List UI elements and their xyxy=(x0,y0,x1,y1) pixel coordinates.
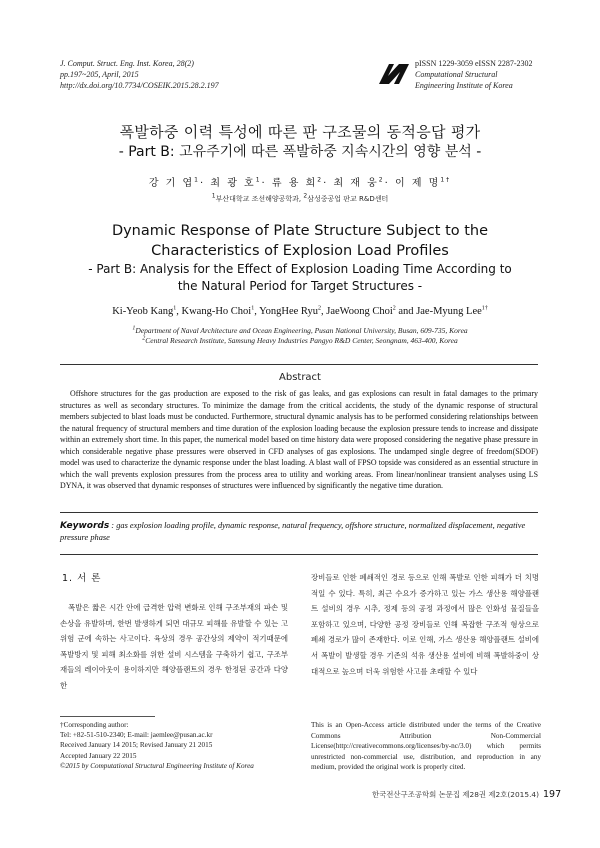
aff-sup: 2 xyxy=(303,192,308,200)
affiliation-english xyxy=(0,326,600,346)
author-name: Ki-Yeob Kang xyxy=(112,306,174,317)
journal-logo-icon xyxy=(377,62,411,86)
footnote-line: Received January 14 2015; Revised January 21 2015 xyxy=(60,741,213,750)
author-sep: · xyxy=(384,178,390,189)
journal-citation xyxy=(60,58,219,91)
author-sep: · xyxy=(261,178,267,189)
footnote-correspondence xyxy=(60,720,300,771)
aff-sup: 2 xyxy=(142,335,146,342)
author-list-korean xyxy=(0,174,600,189)
abstract-top-rule xyxy=(60,364,538,365)
author-name: 강 기 엽 xyxy=(148,178,195,189)
author-sup: 1 xyxy=(173,305,177,312)
aff-sup: 1 xyxy=(211,192,216,200)
author-sup: 1 xyxy=(255,176,262,184)
author-sep: and xyxy=(395,306,417,317)
abstract-text: Offshore structures for the gas production are exposed to the risk of gas leaks, and gas explosions can result in fatal damages to the primary structures as well as secondary structures. To minimize the damage from the critical accidents, the study of the dynamic response of structural members subjected to blast loads must be conducted. Furthermore, structural dynamic analysis has to be performed considering relationships between the natural frequency of structural members and time duration of the explosion loading because the explosion pressure tends to increase and dissipate within an extremely short time. In this paper, the numerical model based on time history data were proposed considering the negative phase pressure in which considerable negative phase pressures were observed in CFD analyses of gas explosions. The undamped single degree of freedom(SDOF) model was used to characterize the dynamic response under the blast loading. A blast wall of FPSO topside was considered as an essential structure in which the wall prevents explosion pressures from the process area to utility and working areas. From linear/nonlinear transient analyses using LS DYNA, it was observed that dynamic responses of structures were influenced by significantly the negative time duration. xyxy=(60,389,538,490)
author-sup: 2 xyxy=(378,176,385,184)
subtitle-line: - Part B: Analysis for the Effect of Explosion Loading Time According to xyxy=(88,262,512,276)
keywords-label: Keywords xyxy=(60,521,110,531)
author-name: 이 제 명 xyxy=(395,178,441,189)
aff-line xyxy=(0,326,600,336)
title-line: Dynamic Response of Plate Structure Subject to the xyxy=(111,223,489,239)
author-sep: , xyxy=(320,306,327,317)
author-sup: 1 xyxy=(251,305,255,312)
aff-text: Department of Naval Architecture and Ocean Engineering, Pusan National University, Busan, 609-735, Korea xyxy=(135,326,468,335)
aff-text: 부산대학교 조선해양공학과, xyxy=(215,195,304,203)
doi-link[interactable]: http://dx.doi.org/10.7734/COSEIK.2015.28.2.197 xyxy=(60,81,219,90)
author-name: 최 광 호 xyxy=(210,178,256,189)
publisher-line: Computational Structural xyxy=(415,70,498,79)
body-text-left-column: 폭발은 짧은 시간 안에 급격한 압력 변화로 인해 구조부재의 파손 및 손상을 유발하며, 한번 발생하게 되면 대규모 피해를 유발할 수 있는 고위험 군에 속하는 사고이다. 육상의 경우 공간상의 제약이 적기때문에 폭발방지 및 피해 최소화를 위한 설비 시스템을 구축하기 쉽고, 구조부재들의 레이아웃이 용이하지만 해양플랜트의 경우 한정된 공간과 다양한 xyxy=(60,603,288,690)
author-name: Kwang-Ho Choi xyxy=(181,306,252,317)
section-heading: 1. 서 론 xyxy=(62,573,102,584)
title-line: Characteristics of Explosion Load Profiles xyxy=(151,243,449,259)
body-text-right-column: 장비들로 인한 폐쇄적인 경로 등으로 인해 폭발로 인한 피해가 더 치명적일 수 있다. 특히, 최근 수요가 증가하고 있는 가스 생산용 해양플랜트 설비의 경우 시추, 정제 등의 공정 과정에서 많은 인화성 물질들을 포함하고 있으며, 다양한 공정 장비들로 인해 복잡한 구조적 형상으로 폐쇄 경로가 많이 존재한다. 이로 인해, 가스 생산용 해양플랜트 설비에서 폭발이 발생할 경우 기존의 석유 생산용 설비에 비해 폭발하중이 상대적으로 높으며 더욱 위험한 사고를 초래할 수 있다 xyxy=(311,573,539,676)
citation-line: J. Comput. Struct. Eng. Inst. Korea, 28(2) xyxy=(60,59,194,68)
author-sup: 1† xyxy=(440,176,452,184)
abstract-heading: Abstract xyxy=(279,372,321,383)
aff-line xyxy=(0,336,600,346)
keywords-bottom-rule xyxy=(60,554,538,555)
author-sep: , xyxy=(254,306,260,317)
footnote-line: †Corresponding author: xyxy=(60,721,129,729)
author-sup: 2 xyxy=(392,305,396,312)
issn: pISSN 1229-3059 eISSN 2287-2302 xyxy=(415,59,533,68)
footnote-line: ©2015 by Computational Structural Engineering Institute of Korea xyxy=(60,761,254,770)
author-list-english xyxy=(0,306,600,317)
aff-sup: 1 xyxy=(132,325,136,332)
footnote-line: Tel: +82-51-510-2340; E-mail: jaemlee@pusan.ac.kr xyxy=(60,731,213,740)
author-sup: 2 xyxy=(317,176,324,184)
issn-block xyxy=(415,58,533,91)
publisher-line: Engineering Institute of Korea xyxy=(415,81,513,90)
author-name: JaeWoong Choi xyxy=(326,306,393,317)
author-sup: 2 xyxy=(317,305,321,312)
subtitle-line: the Natural Period for Target Structures - xyxy=(177,279,423,293)
citation-line: pp.197~205, April, 2015 xyxy=(60,70,139,79)
author-sep: · xyxy=(323,178,329,189)
keywords-text: gas explosion loading profile, dynamic response, natural frequency, offshore structure, normalized displacement, negative pressure phase xyxy=(60,521,526,542)
author-name: 류 용 희 xyxy=(271,178,318,189)
author-name: Jae-Myung Lee xyxy=(416,306,482,317)
paper-subtitle-korean: - Part B: 고유주기에 따른 폭발하중 지속시간의 영향 분석 - xyxy=(118,144,482,160)
keywords-colon: : xyxy=(109,521,117,530)
author-name: 최 재 웅 xyxy=(333,178,379,189)
footer-journal: 한국전산구조공학회 논문집 제28권 제2호(2015.4) xyxy=(372,790,540,799)
page-footer xyxy=(372,789,561,800)
paper-title-english xyxy=(0,221,600,261)
author-sup: 1† xyxy=(481,305,488,312)
author-name: YongHee Ryu xyxy=(259,306,318,317)
author-sup: 1 xyxy=(194,176,200,184)
footnote-license: This is an Open-Access article distributed under the terms of the Creative Commons Attribution Non-Commercial License(http://creativecommons.org/licenses/by-nc/3.0) which permits unrestricted non-commercial use, distribution, and reproduction in any medium, provided the original work is properly cited. xyxy=(311,721,541,771)
author-sep: , xyxy=(176,306,182,317)
footnote-line: Accepted January 22 2015 xyxy=(60,751,137,760)
footnote-rule xyxy=(60,716,155,717)
affiliation-korean xyxy=(0,194,600,204)
author-sep: · xyxy=(199,178,206,189)
abstract-bottom-rule xyxy=(60,512,538,513)
keywords-block xyxy=(60,520,538,544)
page-number: 197 xyxy=(543,789,562,800)
aff-text: Central Research Institute, Samsung Heavy Industries Pangyo R&D Center, Seongnam, 463-400, Korea xyxy=(145,336,458,345)
paper-title-korean: 폭발하중 이력 특성에 따른 판 구조물의 동적응답 평가 xyxy=(119,123,481,141)
aff-text: 삼성중공업 판교 R&D센터 xyxy=(307,195,389,203)
paper-subtitle-english xyxy=(0,261,600,295)
